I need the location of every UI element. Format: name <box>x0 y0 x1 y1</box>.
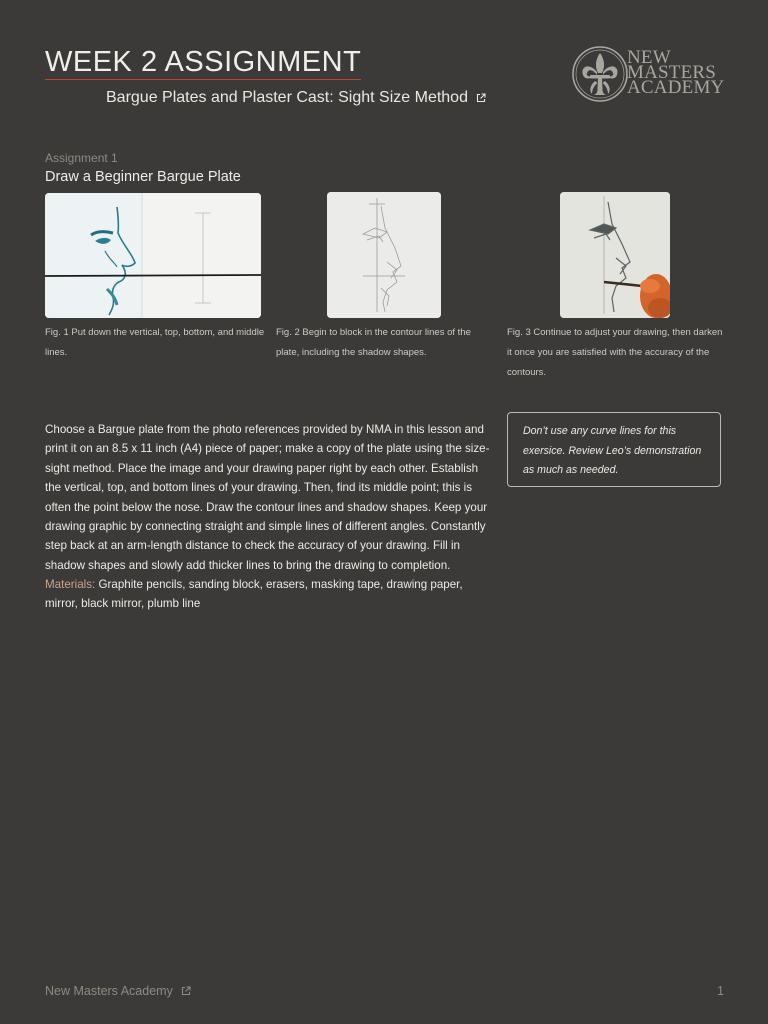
external-link-icon <box>476 93 486 103</box>
fleur-de-lis-icon <box>571 45 629 103</box>
materials-text: Graphite pencils, sanding block, erasers, masking tape, drawing paper, mirror, black mirror, plumb line <box>45 578 463 611</box>
figure-2-caption: Fig. 2 Begin to block in the contour lines of the plate, including the shadow shapes. <box>276 327 471 358</box>
subtitle-text: Bargue Plates and Plaster Cast: Sight Size Method <box>106 89 468 106</box>
materials-label: Materials: <box>45 578 96 591</box>
figure-3-image <box>560 192 670 318</box>
note-box <box>507 412 721 487</box>
note-text: Don’t use any curve lines for this exersice. Review Leo’s demonstration as much as needed. <box>523 425 702 476</box>
figure-3-caption: Fig. 3 Continue to adjust your drawing, then darken it once you are satisfied with the accuracy of the contours. <box>507 327 723 378</box>
external-link-icon <box>181 986 191 996</box>
figure-1-image <box>45 193 261 318</box>
assignment-label: Assignment 1 <box>45 151 118 165</box>
page-number: 1 <box>717 984 724 998</box>
footer-brand-text: New Masters Academy <box>45 984 173 998</box>
materials-line <box>45 575 490 614</box>
figure-2-image <box>327 192 441 318</box>
footer-brand-link[interactable] <box>45 984 191 998</box>
logo <box>571 44 726 106</box>
assignment-title: Draw a Beginner Bargue Plate <box>45 169 241 185</box>
assignment-description: Choose a Bargue plate from the photo references provided by NMA in this lesson and print it on an 8.5 x 11 inch (A4) piece of paper; make a copy of the plate using the size-sight method. Place the image and your drawing paper right by each other. Establish the vertical, top, and bottom lines of your drawing. Then, find its middle point; this is often the point below the nose. Draw the contour lines and shadow shapes. Keep your drawing graphic by connecting straight and simple lines of different angles. Constantly step back at an arm-length distance to check the accuracy of your drawing. Fill in shadow shapes and slowly add thicker lines to bring the drawing to completion. <box>45 423 490 572</box>
figure-1-caption: Fig. 1 Put down the vertical, top, bottom, and middle lines. <box>45 327 265 358</box>
logo-line-3: ACADEMY <box>627 77 725 98</box>
logo-wordmark <box>627 47 725 98</box>
page-title: WEEK 2 ASSIGNMENT <box>45 46 362 78</box>
logo-line-1: NEW <box>627 47 671 68</box>
subtitle-link[interactable] <box>106 89 486 107</box>
logo-line-2: MASTERS <box>627 62 717 83</box>
